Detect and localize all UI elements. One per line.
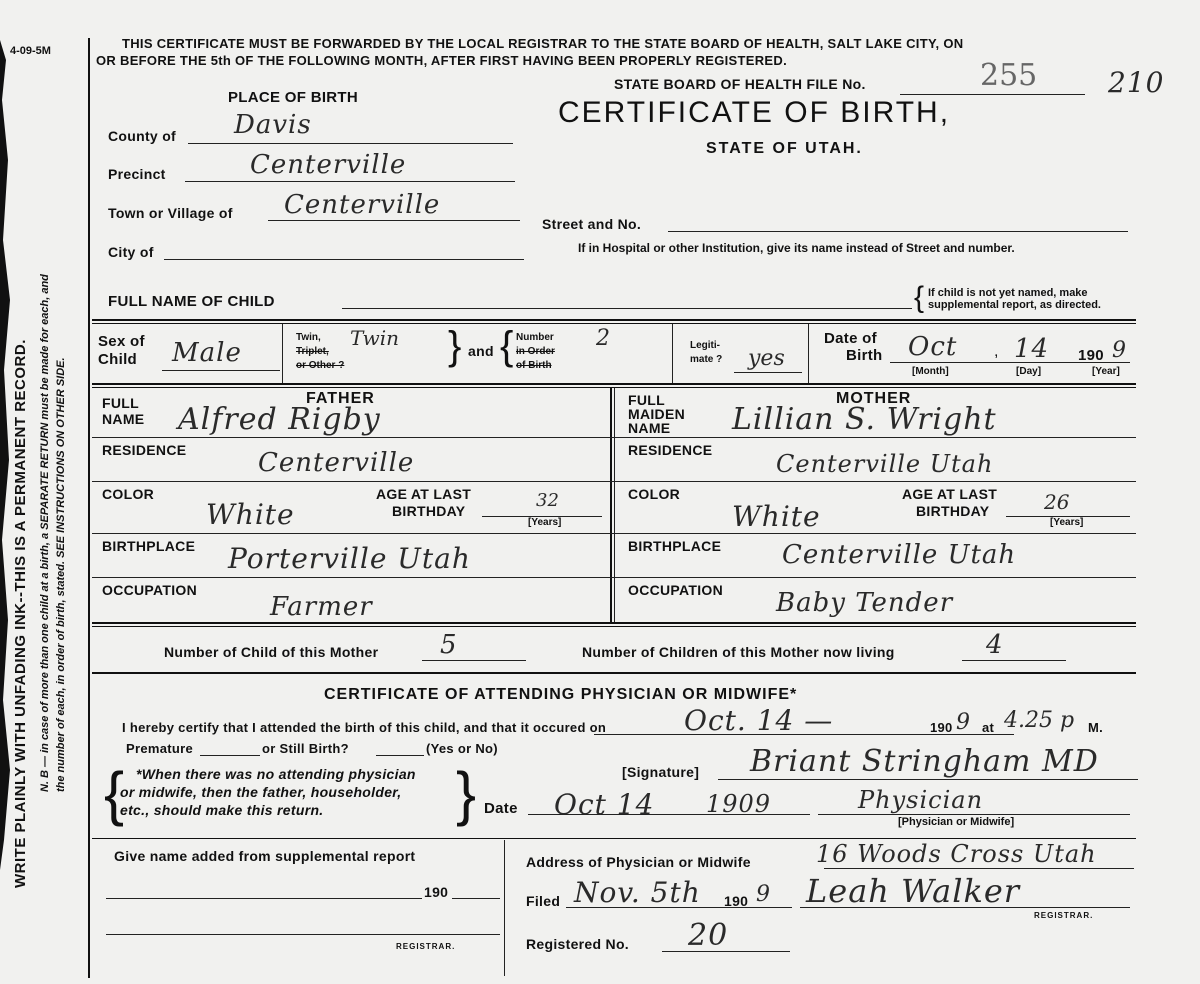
filed-value: Nov. 5th: [574, 876, 701, 909]
mother-age-label-2: BIRTHDAY: [916, 503, 990, 519]
mother-color-label: COLOR: [628, 486, 681, 502]
mother-birthplace-value: Centerville Utah: [782, 540, 1017, 570]
month-label: Month: [915, 366, 946, 377]
twin-label-3: or Other ?: [296, 360, 345, 371]
file-number: 255: [980, 58, 1038, 93]
certify-year-prefix: 190: [930, 720, 953, 735]
supplemental-heading: Give name added from supplemental report: [114, 848, 416, 864]
twin-label-2: Triplet,: [296, 346, 329, 357]
and-label: and: [468, 343, 494, 359]
margin-note-1: N. B — in case of more than one child at a birth, a SEPARATE RETURN must be made for each, and: [39, 274, 51, 792]
father-residence-label: RESIDENCE: [102, 442, 187, 458]
child-number-label: Number of Child of this Mother: [164, 644, 379, 660]
dob-year-suffix: 9: [1112, 338, 1126, 363]
yes-no-label: (Yes or No): [426, 741, 498, 756]
sex-label-1: Sex of: [98, 333, 145, 350]
father-heading: FATHER: [306, 390, 375, 407]
dob-year-prefix: 190: [1078, 347, 1104, 364]
legit-value: yes: [748, 346, 785, 371]
father-age-label-2: BIRTHDAY: [392, 503, 466, 519]
notice-line-2: OR BEFORE THE 5th OF THE FOLLOWING MONTH, AFTER FIRST HAVING BEEN PROPERLY REGISTERED.: [96, 53, 787, 68]
address-value: 16 Woods Cross Utah: [816, 840, 1097, 868]
hospital-note: If in Hospital or other Institution, give its name instead of Street and number.: [578, 241, 1015, 255]
physician-note-2: or midwife, then the father, householder,: [120, 784, 402, 800]
file-number-handwritten: 210: [1108, 66, 1165, 99]
number-value: 2: [596, 326, 610, 351]
address-label: Address of Physician or Midwife: [526, 854, 751, 870]
certificate-title: CERTIFICATE OF BIRTH,: [558, 96, 951, 129]
mother-full-label-1: FULL: [628, 392, 665, 408]
certify-text: I hereby certify that I attended the birth of this child, and that it occured on: [122, 720, 607, 735]
legit-label-1: Legiti-: [690, 340, 720, 351]
role-label: [Physician or Midwife]: [898, 816, 1015, 828]
unnamed-note-1: If child is not yet named, make: [928, 287, 1088, 299]
number-label-1: Number: [516, 332, 554, 343]
birth-certificate: 4-09-5M WRITE PLAINLY WITH UNFADING INK--THIS IS A PERMANENT RECORD. N. B — in case of more than one child at a birth, a SEPARATE RETURN must be made for each, and the number of each, in order of birth, stated. SEE INSTRUCTIONS ON OTHER SIDE. THIS CERTIFICATE MUST BE FORWARDED BY THE LOCAL REGISTRAR TO THE STATE BOARD OF HEALTH, SALT LAKE CITY, ON OR BEFORE THE 5th OF THE FOLLOWING MONTH, AFTER FIRST HAVING BEEN PROPERLY REGISTERED. STATE BOARD OF HEALTH FILE No. 255 210 CERTIFICATE OF BIRTH, STATE OF UTAH. PLACE OF BIRTH County of Davis Precinct Centerville Town or Village of Centerville City of Street and No. If in Hospital or other Institution, give its name instead of Street and number. FULL NAME OF CHILD { If child is not yet named, make supplemental report, as directed. Sex of Child Male Twin, Triplet, or Other ? Twin } and { Number in Order of Birth 2 Legiti- mate ? yes Date of Birth Oct 14 , 190 9 [Month] [Day] [Year] FULL NAME FATHER Alfred Rigby RESIDENCE Centerville COLOR White AGE AT LAST BIRTHDAY 32 [Years] BIRTHPLACE Porterville Utah OCCUPATION Farmer FULL MAIDEN NAME MOTHER Lillian S. Wright RESIDENCE Centerville Utah COLOR White AGE AT LAST BIRTHDAY 26 [Years] BIRTHPLACE Centerville Utah OCCUPATION Baby Tender Number of Child of this Mother 5 Number of Children of this Mother now living 4 CERTIFICATE OF ATTENDING PHYSICIAN OR MIDWIFE* I hereby certify that I attended the birth of this child, and that it occured on Oct. 14 — 190 9 at 4.25 p M. Premature or Still Birth? (Yes or No) { *When there was no attending physician or midwife, then the father, householder, etc., should make this return. } [Signature] Briant Stringham MD Date Oct 14 1909 Physician [Physician or Midwife] Give name added from supplemental report 190 REGISTRAR. Address of Physician or Midwife 16 Woods Cross Utah Filed Nov. 5th 190 9 Leah Walker REGISTRAR. Registered No. 20: [0, 0, 1200, 984]
mother-full-label-2: MAIDEN: [628, 406, 686, 422]
still-birth-label: or Still Birth?: [262, 741, 349, 756]
full-name-label: FULL NAME OF CHILD: [108, 293, 275, 310]
physician-note-1: *When there was no attending physician: [136, 766, 416, 782]
dob-day: 14: [1014, 334, 1050, 364]
mother-years-label: Years: [1053, 517, 1081, 528]
filed-year-prefix: 190: [724, 893, 749, 909]
legit-label-2: mate ?: [690, 354, 723, 365]
supplemental-year: 190: [424, 884, 449, 900]
left-border: [88, 38, 90, 978]
form-code: 4-09-5M: [10, 45, 51, 57]
certify-year-suffix: 9: [956, 710, 970, 735]
bleed-through: [110, 0, 1170, 34]
day-label: Day: [1019, 366, 1038, 377]
father-name-value: Alfred Rigby: [178, 402, 381, 437]
registered-value: 20: [688, 918, 729, 953]
city-label: City of: [108, 244, 154, 260]
m-label: M.: [1088, 720, 1104, 735]
sex-label-2: Child: [98, 351, 137, 368]
filed-label: Filed: [526, 893, 561, 909]
physician-heading: CERTIFICATE OF ATTENDING PHYSICIAN OR MIDWIFE*: [324, 686, 798, 703]
county-label: County of: [108, 128, 177, 144]
twin-value: Twin: [350, 326, 400, 350]
living-label: Number of Children of this Mother now living: [582, 644, 895, 660]
place-of-birth-heading: PLACE OF BIRTH: [228, 89, 359, 106]
certificate-subtitle: STATE OF UTAH.: [706, 140, 863, 157]
father-birthplace-label: BIRTHPLACE: [102, 538, 196, 554]
date-value: Oct 14: [554, 788, 655, 821]
sex-value: Male: [172, 338, 242, 368]
role-value: Physician: [858, 786, 984, 814]
mother-residence-value: Centerville Utah: [776, 450, 994, 478]
certify-date: Oct. 14 —: [684, 704, 834, 737]
father-color-value: White: [206, 498, 295, 531]
father-occupation-value: Farmer: [270, 592, 373, 622]
number-label-3: of Birth: [516, 360, 552, 371]
father-full-label-1: FULL: [102, 395, 139, 411]
mother-occupation-label: OCCUPATION: [628, 582, 724, 598]
father-residence-value: Centerville: [258, 448, 415, 478]
notice-line-1: THIS CERTIFICATE MUST BE FORWARDED BY THE LOCAL REGISTRAR TO THE STATE BOARD OF HEALTH, SALT LAKE CITY, ON: [122, 36, 964, 51]
father-color-label: COLOR: [102, 486, 155, 502]
year-label: Year: [1095, 366, 1117, 377]
father-age-label-1: AGE AT LAST: [376, 486, 472, 502]
mother-occupation-value: Baby Tender: [776, 588, 954, 618]
father-birthplace-value: Porterville Utah: [228, 542, 471, 575]
time-value: 4.25 p: [1004, 708, 1075, 733]
signature-value: Briant Stringham MD: [750, 744, 1099, 779]
living-value: 4: [986, 630, 1004, 660]
precinct-label: Precinct: [108, 166, 166, 182]
dob-label-2: Birth: [846, 347, 883, 364]
street-label: Street and No.: [542, 216, 642, 232]
father-full-label-2: NAME: [102, 411, 145, 427]
precinct-value: Centerville: [250, 150, 407, 180]
mother-full-label-3: NAME: [628, 420, 671, 436]
town-label: Town or Village of: [108, 205, 233, 221]
child-number-value: 5: [440, 630, 458, 660]
date-label: Date: [484, 800, 518, 817]
town-value: Centerville: [284, 190, 441, 220]
dob-month: Oct: [908, 332, 958, 362]
mother-age-value: 26: [1044, 490, 1070, 514]
registered-label: Registered No.: [526, 936, 629, 952]
mother-heading: MOTHER: [836, 390, 912, 407]
physician-note-3: etc., should make this return.: [120, 802, 324, 818]
file-label: STATE BOARD OF HEALTH FILE No.: [614, 76, 866, 92]
county-value: Davis: [234, 110, 312, 140]
number-label-2: in Order: [516, 346, 555, 357]
mother-name-value: Lillian S. Wright: [732, 402, 997, 437]
mother-birthplace-label: BIRTHPLACE: [628, 538, 722, 554]
father-years-label: Years: [531, 517, 559, 528]
registrar-signature: Leah Walker: [806, 872, 1021, 910]
filed-year-suffix: 9: [756, 882, 770, 907]
supplemental-registrar-label: REGISTRAR.: [396, 942, 456, 951]
at-label: at: [982, 720, 995, 735]
mother-residence-label: RESIDENCE: [628, 442, 713, 458]
unnamed-note-2: supplemental report, as directed.: [928, 299, 1101, 311]
father-occupation-label: OCCUPATION: [102, 582, 198, 598]
margin-note-2: the number of each, in order of birth, stated. SEE INSTRUCTIONS ON OTHER SIDE.: [55, 357, 67, 792]
mother-color-value: White: [732, 500, 821, 533]
dob-label-1: Date of: [824, 330, 877, 347]
mother-age-label-1: AGE AT LAST: [902, 486, 998, 502]
premature-label: Premature: [126, 741, 194, 756]
torn-edge: [0, 40, 14, 870]
filing-registrar-label: REGISTRAR.: [1034, 911, 1094, 920]
signature-label: [Signature]: [622, 764, 700, 780]
margin-instruction: WRITE PLAINLY WITH UNFADING INK--THIS IS A PERMANENT RECORD.: [12, 339, 29, 888]
twin-label-1: Twin,: [296, 332, 321, 343]
father-age-value: 32: [536, 490, 559, 511]
date-year: 1909: [706, 790, 772, 818]
